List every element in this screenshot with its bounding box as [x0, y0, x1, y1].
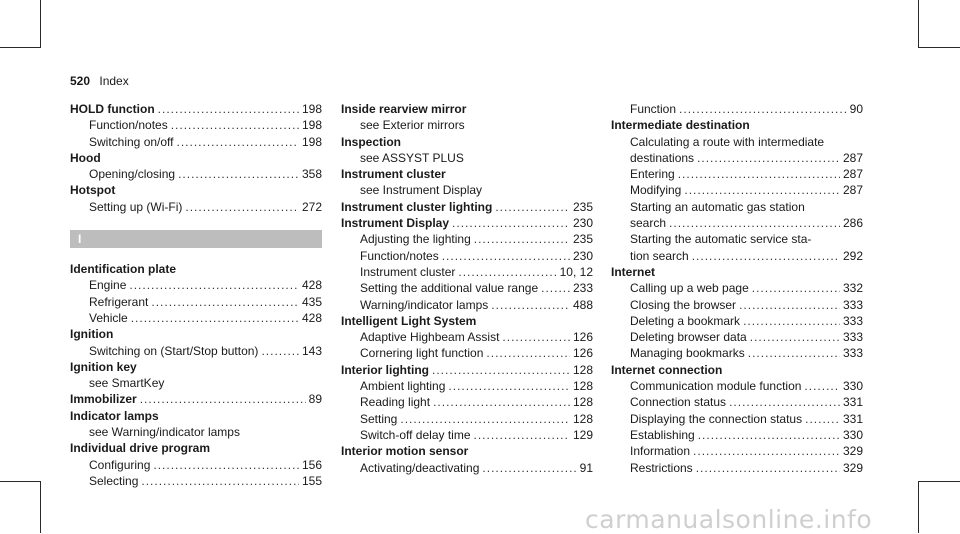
- index-subentry[interactable]: [70, 166, 322, 182]
- leader-dots: [400, 411, 570, 427]
- page-ref: 333: [842, 346, 863, 361]
- index-subentry[interactable]: [611, 215, 863, 231]
- entry-label: Closing the browser: [630, 297, 737, 312]
- page-ref: 198: [301, 118, 322, 133]
- leader-dots: [678, 166, 840, 182]
- page-ref: 128: [572, 395, 593, 410]
- index-entry-title[interactable]: [341, 199, 593, 215]
- leader-dots: [158, 101, 299, 117]
- page-ref: 292: [842, 248, 863, 263]
- leader-dots: [151, 294, 299, 310]
- page-header: [70, 74, 129, 88]
- page-ref: 488: [572, 297, 593, 312]
- entry-label: Restrictions: [630, 460, 693, 475]
- crop-mark: [0, 481, 40, 482]
- index-subentry[interactable]: [611, 443, 863, 459]
- entry-title: Immobilizer: [70, 392, 137, 407]
- leader-dots: [178, 166, 299, 182]
- index-entry-title[interactable]: [341, 101, 593, 117]
- index-entry: [70, 391, 322, 407]
- index-subentry[interactable]: [611, 394, 863, 410]
- leader-dots: [458, 264, 556, 280]
- index-entry-title[interactable]: [611, 264, 863, 280]
- index-subentry[interactable]: [611, 280, 863, 296]
- index-entry-title[interactable]: [611, 117, 863, 133]
- leader-dots: [739, 297, 840, 313]
- leader-dots: [433, 394, 570, 410]
- index-subentry[interactable]: [70, 473, 322, 489]
- index-subentry[interactable]: [611, 460, 863, 476]
- index-entry: [70, 359, 322, 392]
- index-subentry[interactable]: [70, 199, 322, 215]
- page-ref: 128: [572, 411, 593, 426]
- entry-title: Interior motion sensor: [341, 444, 469, 459]
- entry-label: see Exterior mirrors: [360, 118, 465, 133]
- leader-dots: [177, 134, 299, 150]
- index-subentry[interactable]: [70, 424, 322, 440]
- entry-label: Setting: [360, 411, 398, 426]
- index-entry: [611, 101, 863, 117]
- entry-label: see Instrument Display: [360, 183, 483, 198]
- entry-label: see SmartKey: [89, 376, 165, 391]
- entry-label: Ambient lighting: [360, 379, 446, 394]
- index-entry-title[interactable]: [70, 408, 322, 424]
- crop-mark: [40, 0, 41, 48]
- leader-dots: [486, 345, 570, 361]
- index-subentry[interactable]: [70, 117, 322, 133]
- entry-label: Deleting a bookmark: [630, 313, 741, 328]
- leader-dots: [679, 101, 847, 117]
- index-entry: [341, 362, 593, 443]
- leader-dots: [752, 280, 840, 296]
- entry-label: Reading light: [360, 395, 431, 410]
- leader-dots: [140, 391, 306, 407]
- entry-label: Switching on/off: [89, 134, 174, 149]
- index-entry-title[interactable]: [341, 362, 593, 378]
- leader-dots: [684, 182, 840, 198]
- entry-label: Setting up (Wi-Fi): [89, 199, 183, 214]
- entry-label: Opening/closing: [89, 167, 176, 182]
- index-entry: [70, 326, 322, 359]
- entry-title: Individual drive program: [70, 441, 211, 456]
- entry-label: Function/notes: [89, 118, 168, 133]
- entry-label: Switch-off delay time: [360, 427, 471, 442]
- index-entry: [611, 362, 863, 476]
- entry-label: Function/notes: [360, 248, 439, 263]
- index-subentry[interactable]: [341, 378, 593, 394]
- page-ref: 235: [572, 199, 593, 214]
- entry-label: Managing bookmarks: [630, 346, 745, 361]
- leader-dots: [502, 329, 570, 345]
- entry-label: search: [630, 216, 667, 231]
- entry-title: Inside rearview mirror: [341, 102, 467, 116]
- page-title: Index: [99, 74, 129, 88]
- page-ref: 428: [301, 278, 322, 293]
- page-ref: 198: [301, 134, 322, 149]
- entry-label: Refrigerant: [89, 294, 149, 309]
- index-entry-title[interactable]: [70, 261, 322, 277]
- leader-dots: [495, 199, 570, 215]
- page-ref: 330: [842, 379, 863, 394]
- index-column-2: [341, 101, 593, 476]
- page-ref: 286: [842, 216, 863, 231]
- entry-label: destinations: [630, 150, 695, 165]
- leader-dots: [692, 248, 840, 264]
- leader-dots: [448, 378, 570, 394]
- page-ref: 330: [842, 427, 863, 442]
- index-entry: [611, 117, 863, 264]
- index-entry-title[interactable]: [70, 326, 322, 342]
- entry-label: Activating/deactivating: [360, 460, 480, 475]
- index-entry: [70, 408, 322, 441]
- index-entry: [341, 313, 593, 362]
- entry-label: Selecting: [89, 473, 139, 488]
- entry-label: Modifying: [630, 183, 682, 198]
- index-subentry[interactable]: [611, 134, 863, 150]
- index-entry-title[interactable]: [341, 215, 593, 231]
- index-subentry[interactable]: [611, 182, 863, 198]
- page-ref: 333: [842, 330, 863, 345]
- index-entry: [341, 101, 593, 134]
- entry-label: see Warning/indicator lamps: [89, 425, 240, 440]
- index-subentry[interactable]: [611, 313, 863, 329]
- entry-label: Cornering light function: [360, 346, 484, 361]
- watermark: carmanualsonline.info: [585, 505, 873, 534]
- entry-title: Internet connection: [611, 362, 723, 377]
- index-subentry[interactable]: [341, 411, 593, 427]
- page-ref: 230: [572, 216, 593, 231]
- page-ref: 89: [308, 392, 322, 407]
- index-entry: [341, 199, 593, 215]
- index-subentry[interactable]: [341, 231, 593, 247]
- entry-label: Communication module function: [630, 379, 802, 394]
- entry-title: Internet: [611, 264, 656, 279]
- leader-dots: [141, 473, 299, 489]
- index-subentry[interactable]: [70, 457, 322, 473]
- entry-title: Intermediate destination: [611, 118, 750, 133]
- index-entry: [341, 166, 593, 199]
- index-subentry[interactable]: [341, 117, 593, 133]
- entry-label: Engine: [89, 278, 127, 293]
- index-subentry[interactable]: [70, 310, 322, 326]
- leader-dots: [541, 280, 570, 296]
- entry-title: Indicator lamps: [70, 408, 159, 423]
- leader-dots: [748, 345, 840, 361]
- page-ref: 329: [842, 460, 863, 475]
- page-ref: 128: [572, 362, 593, 377]
- index-entry-title[interactable]: [70, 391, 322, 407]
- page-ref: 128: [572, 379, 593, 394]
- index-subentry[interactable]: [611, 297, 863, 313]
- index-subentry[interactable]: [341, 264, 593, 280]
- leader-dots: [697, 150, 840, 166]
- leader-dots: [805, 411, 840, 427]
- index-subentry[interactable]: [341, 248, 593, 264]
- entry-label: Adjusting the lighting: [360, 232, 471, 247]
- index-entry: [70, 150, 322, 183]
- index-subentry[interactable]: [341, 394, 593, 410]
- index-entry-title[interactable]: [70, 150, 322, 166]
- page-ref: 156: [301, 457, 322, 472]
- leader-dots: [743, 313, 840, 329]
- page-ref: 235: [572, 232, 593, 247]
- crop-mark: [918, 47, 960, 48]
- entry-label: Displaying the connection status: [630, 411, 803, 426]
- leader-dots: [153, 457, 299, 473]
- index-entry: [341, 443, 593, 476]
- entry-label: Function: [630, 102, 677, 116]
- entry-label: Information: [630, 444, 691, 459]
- page-ref: 333: [842, 297, 863, 312]
- page-ref: 155: [301, 473, 322, 488]
- page-ref: 358: [301, 167, 322, 182]
- entry-title: Instrument cluster: [341, 167, 446, 182]
- index-subentry[interactable]: [341, 427, 593, 443]
- entry-label: Calculating a route with intermediate: [630, 134, 825, 149]
- leader-dots: [482, 460, 576, 476]
- leader-dots: [131, 310, 299, 326]
- entry-title: Instrument Display: [341, 216, 450, 231]
- index-entry: [70, 101, 322, 150]
- entry-label: Establishing: [630, 427, 695, 442]
- leader-dots: [452, 215, 570, 231]
- entry-title: Hood: [70, 150, 101, 165]
- entry-title: Interior lighting: [341, 362, 429, 377]
- page-ref: 143: [301, 343, 322, 358]
- entry-label: Adaptive Highbeam Assist: [360, 330, 500, 345]
- index-subentry[interactable]: [341, 280, 593, 296]
- crop-mark: [918, 481, 960, 482]
- leader-dots: [474, 427, 570, 443]
- leader-dots: [261, 343, 299, 359]
- leader-dots: [729, 394, 840, 410]
- page-ref: 331: [842, 395, 863, 410]
- index-subentry[interactable]: [611, 427, 863, 443]
- leader-dots: [750, 329, 840, 345]
- entry-title: Ignition key: [70, 359, 137, 374]
- page-ref: 272: [301, 199, 322, 214]
- page-ref: 329: [842, 444, 863, 459]
- index-entry-title[interactable]: [341, 443, 593, 459]
- leader-dots: [432, 362, 570, 378]
- page-ref: 287: [842, 183, 863, 198]
- entry-label: tion search: [630, 248, 689, 263]
- page-ref: 287: [842, 167, 863, 182]
- entry-label: Instrument cluster: [360, 264, 456, 279]
- index-subentry[interactable]: [70, 343, 322, 359]
- entry-label: see ASSYST PLUS: [360, 150, 464, 165]
- index-subentry[interactable]: [341, 182, 593, 198]
- crop-mark: [0, 47, 40, 48]
- index-entry-title[interactable]: [611, 362, 863, 378]
- leader-dots: [442, 248, 570, 264]
- index-entry-title[interactable]: [70, 359, 322, 375]
- index-entry: [611, 264, 863, 362]
- leader-dots: [669, 215, 840, 231]
- entry-label: Deleting browser data: [630, 330, 747, 345]
- index-entry: [70, 440, 322, 489]
- entry-title: Hotspot: [70, 183, 116, 198]
- page-ref: 90: [849, 102, 863, 116]
- leader-dots: [698, 427, 840, 443]
- page-ref: 428: [301, 310, 322, 325]
- index-subentry[interactable]: [611, 199, 863, 215]
- page-ref: 10, 12: [559, 264, 593, 279]
- page-ref: 233: [572, 281, 593, 296]
- index-subentry[interactable]: [611, 248, 863, 264]
- index-subentry[interactable]: [341, 297, 593, 313]
- leader-dots: [171, 117, 299, 133]
- page-ref: 91: [579, 460, 593, 475]
- page-ref: 129: [572, 427, 593, 442]
- section-letter: I: [70, 230, 322, 248]
- entry-label: Connection status: [630, 395, 727, 410]
- index-subentry[interactable]: [70, 294, 322, 310]
- entry-label: Entering: [630, 167, 675, 182]
- index-subentry[interactable]: [611, 101, 863, 117]
- leader-dots: [693, 443, 840, 459]
- index-subentry[interactable]: [611, 411, 863, 427]
- page-ref: 287: [842, 150, 863, 165]
- index-subentry[interactable]: [341, 150, 593, 166]
- index-subentry[interactable]: [70, 375, 322, 391]
- index-entry-title[interactable]: [70, 101, 322, 117]
- index-entry-title[interactable]: [341, 134, 593, 150]
- index-subentry[interactable]: [70, 134, 322, 150]
- index-subentry[interactable]: [611, 329, 863, 345]
- leader-dots: [491, 297, 570, 313]
- leader-dots: [129, 277, 299, 293]
- crop-mark: [918, 481, 919, 533]
- index-entry-title[interactable]: [70, 182, 322, 198]
- page-ref: 331: [842, 411, 863, 426]
- entry-title: HOLD function: [70, 102, 155, 116]
- index-entry-title[interactable]: [341, 166, 593, 182]
- entry-label: Warning/indicator lamps: [360, 297, 489, 312]
- index-subentry[interactable]: [611, 150, 863, 166]
- index-entry-title[interactable]: [341, 313, 593, 329]
- page-ref: 435: [301, 294, 322, 309]
- index-entry-title[interactable]: [70, 440, 322, 456]
- index-entry: [70, 182, 322, 215]
- index-subentry[interactable]: [70, 277, 322, 293]
- index-subentry[interactable]: [611, 166, 863, 182]
- index-subentry[interactable]: [611, 345, 863, 361]
- page-ref: 332: [842, 281, 863, 296]
- leader-dots: [804, 378, 840, 394]
- leader-dots: [696, 460, 840, 476]
- page-ref: 126: [572, 330, 593, 345]
- entry-title: Identification plate: [70, 262, 177, 277]
- index-column-3: [611, 101, 863, 476]
- index-entry: [341, 215, 593, 313]
- entry-title: Ignition: [70, 327, 114, 342]
- index-subentry[interactable]: [341, 345, 593, 361]
- index-subentry[interactable]: [341, 329, 593, 345]
- index-subentry[interactable]: [611, 378, 863, 394]
- entry-title: Inspection: [341, 134, 402, 149]
- entry-label: Starting an automatic gas station: [630, 199, 805, 214]
- crop-mark: [40, 481, 41, 533]
- entry-title: Instrument cluster lighting: [341, 199, 493, 214]
- crop-mark: [918, 0, 919, 48]
- page-ref: 230: [572, 248, 593, 263]
- entry-label: Switching on (Start/Stop button): [89, 343, 259, 358]
- entry-label: Starting the automatic service sta-: [630, 232, 812, 247]
- entry-label: Calling up a web page: [630, 281, 749, 296]
- index-entry: [341, 134, 593, 167]
- leader-dots: [185, 199, 299, 215]
- page-ref: 333: [842, 313, 863, 328]
- entry-label: Configuring: [89, 457, 151, 472]
- index-subentry[interactable]: [341, 460, 593, 476]
- entry-label: Vehicle: [89, 310, 128, 325]
- page-ref: 198: [301, 102, 322, 116]
- page-number: 520: [70, 74, 91, 88]
- page-ref: 126: [572, 346, 593, 361]
- index-entry: [70, 261, 322, 326]
- index-column-1: [70, 101, 322, 489]
- leader-dots: [474, 231, 570, 247]
- index-subentry[interactable]: [611, 231, 863, 247]
- entry-title: Intelligent Light System: [341, 313, 477, 328]
- entry-label: Setting the additional value range: [360, 281, 539, 296]
